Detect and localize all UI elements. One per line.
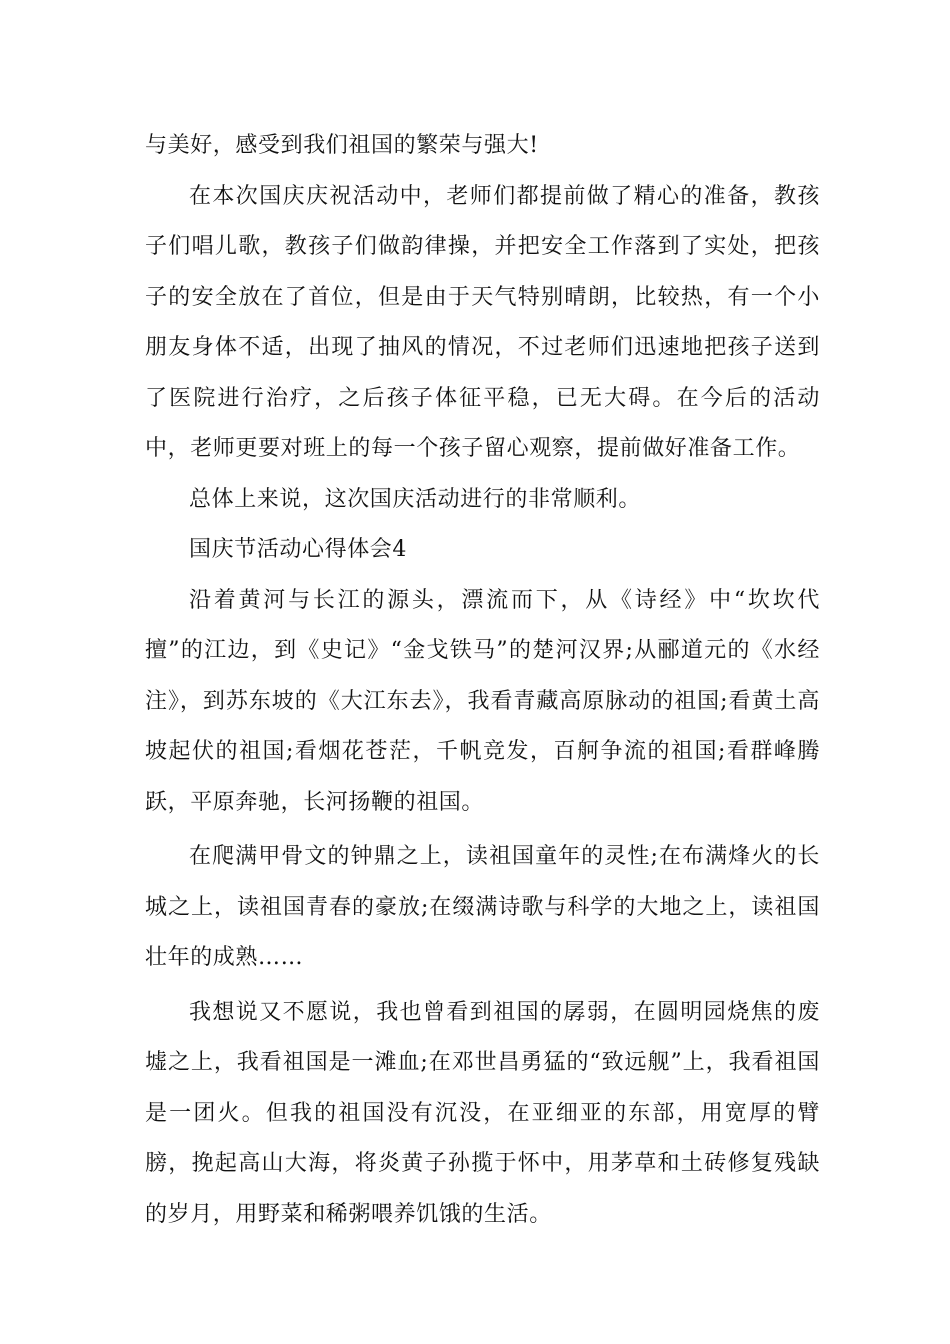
paragraph-summary: 总体上来说，这次国庆活动进行的非常顺利。 [189, 486, 642, 512]
section-heading: 国庆节活动心得体会4 [189, 537, 407, 562]
paragraph-oracle-bones: 在爬满甲骨文的钟鼎之上，读祖国童年的灵性;在布满烽火的长城之上，读祖国青春的豪放;在缀满诗歌与科学的大地之上，读祖国壮年的成熟…… [145, 844, 820, 970]
paragraph-yellow-river: 沿着黄河与长江的源头，漂流而下，从《诗经》中“坎坎代擅”的江边，到《史记》“金戈铁马”的楚河汉界;从郦道元的《水经注》，到苏东坡的《大江东去》，我看青藏高原脉动的祖国;看黄土高坡起伏的祖国;看烟花苍茫，千帆竞发，百舸争流的祖国;看群峰腾跃，平原奔驰，长河扬鞭的祖国。 [145, 587, 820, 815]
paragraph-continuation: 与美好，感受到我们祖国的繁荣与强大! [145, 133, 539, 158]
paragraph-activity-preparation: 在本次国庆庆祝活动中，老师们都提前做了精心的准备，教孩子们唱儿歌，教孩子们做韵律操，并把安全工作落到了实处，把孩子的安全放在了首位，但是由于天气特别晴朗，比较热，有一个小朋友身体不适，出现了抽风的情况，不过老师们迅速地把孩子送到了医院进行治疗，之后孩子体征平稳，已无大碍。在今后的活动中，老师更要对班上的每一个孩子留心观察，提前做好准备工作。 [145, 183, 820, 461]
paragraph-history: 我想说又不愿说，我也曾看到祖国的孱弱，在圆明园烧焦的废墟之上，我看祖国是一滩血;在邓世昌勇猛的“致远舰”上，我看祖国是一团火。但我的祖国没有沉没，在亚细亚的东部，用宽厚的臂膀，挽起高山大海，将炎黄子孙揽于怀中，用茅草和土砖修复残缺的岁月，用野菜和稀粥喂养饥饿的生活。 [145, 999, 820, 1227]
document-page [145, 121, 820, 1240]
